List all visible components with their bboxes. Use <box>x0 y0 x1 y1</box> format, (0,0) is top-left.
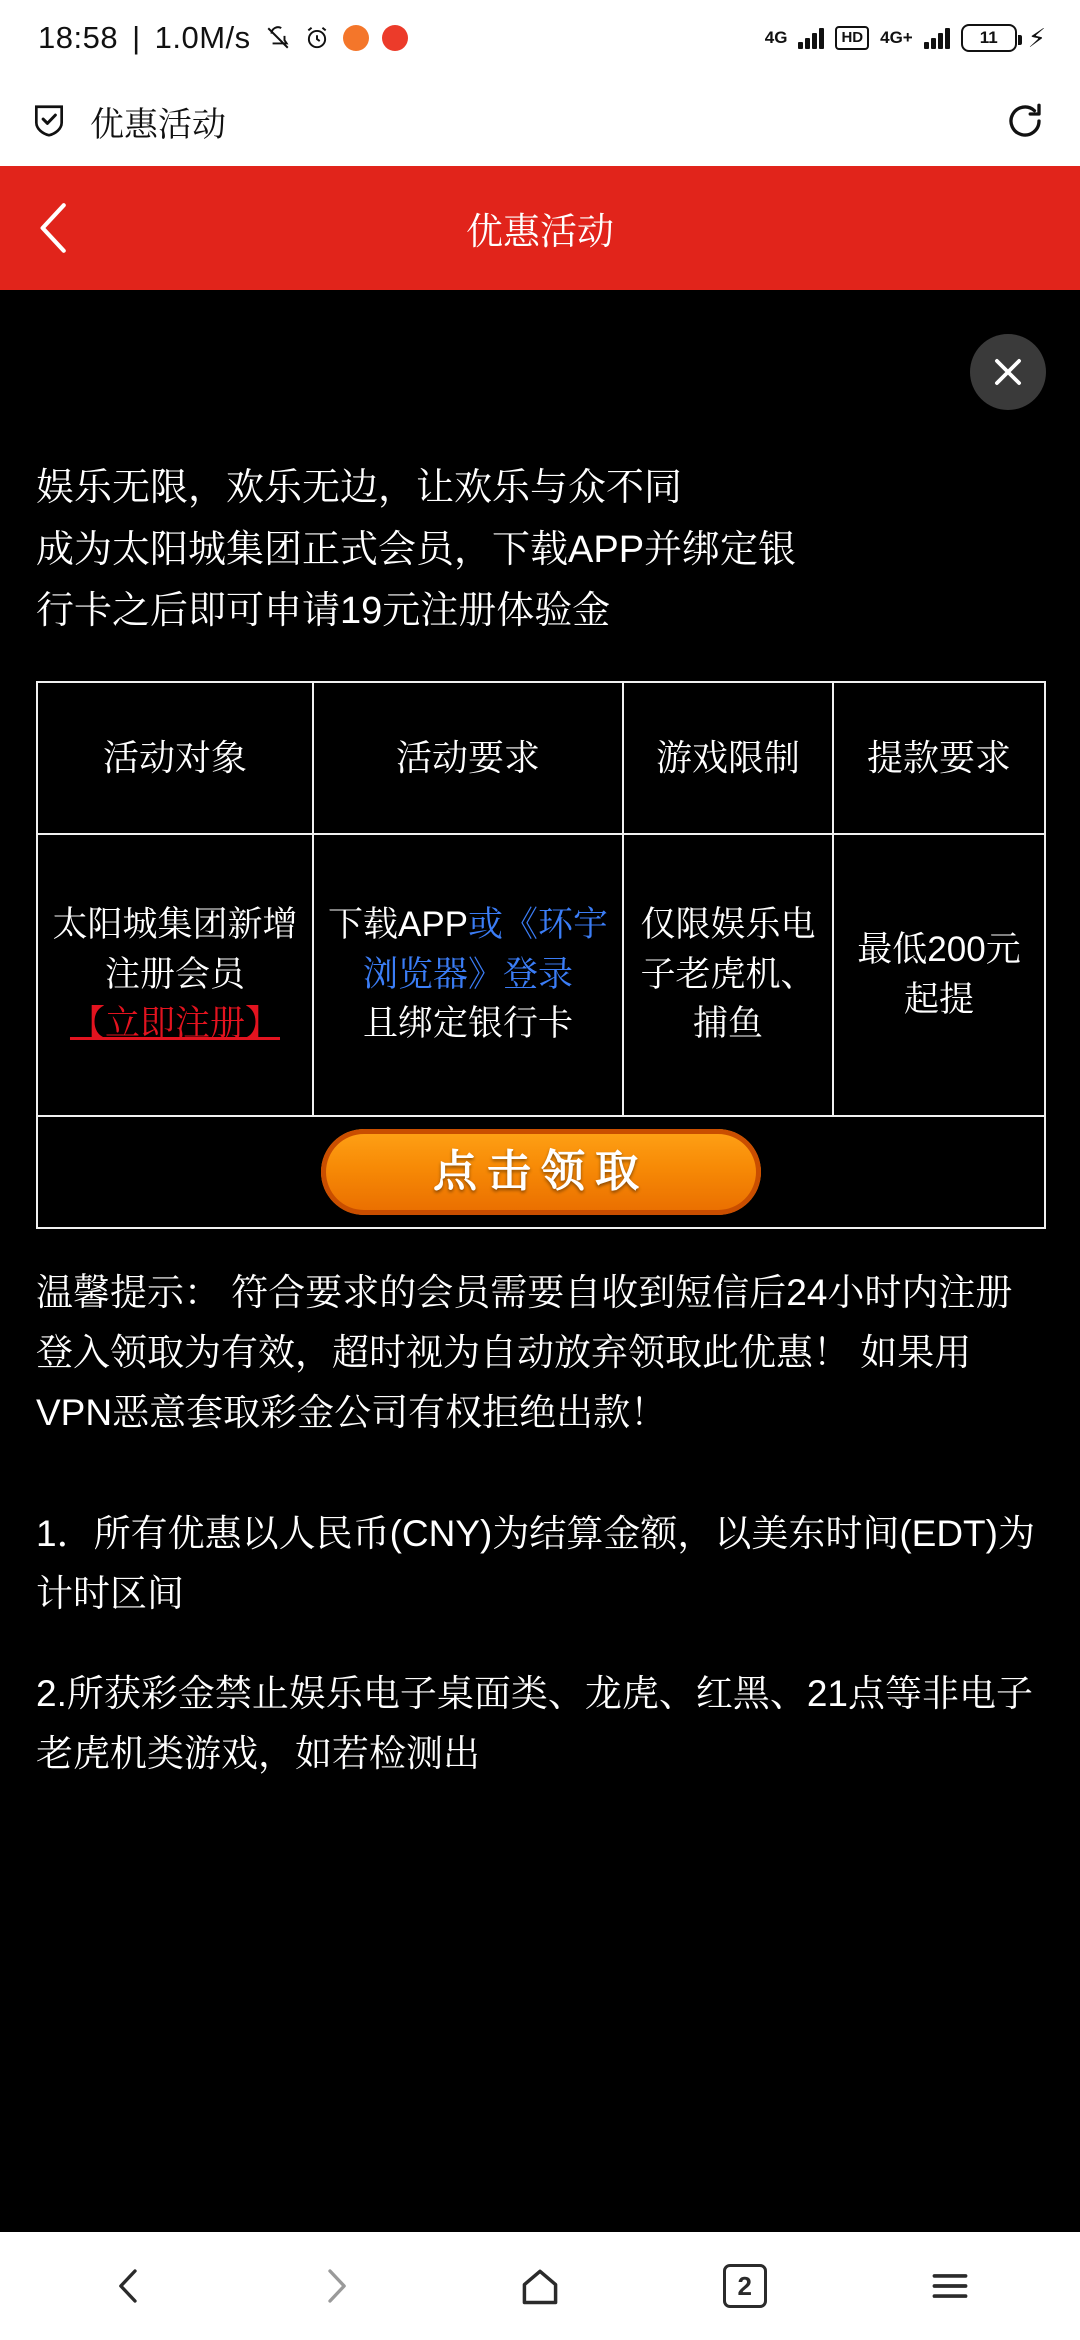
alarm-icon <box>304 25 330 51</box>
claim-button[interactable]: 点击领取 <box>321 1129 761 1215</box>
promo-lead-line-2: 成为太阳城集团正式会员，下载APP并绑定银 <box>36 528 797 571</box>
close-button[interactable] <box>970 334 1046 410</box>
promo-table <box>36 681 1046 1229</box>
signal-bars-2-icon <box>924 27 950 49</box>
promo-lead-text <box>36 458 1044 643</box>
promo-header-bar <box>0 166 1080 290</box>
table-cta-row <box>37 1116 1045 1228</box>
chevron-left-icon[interactable] <box>34 202 74 254</box>
home-icon <box>518 2264 562 2308</box>
table-row <box>37 834 1045 1116</box>
nav-forward-icon <box>315 2266 355 2306</box>
bell-off-icon <box>265 25 291 51</box>
status-bar-right <box>765 24 1046 52</box>
table-header-target: 活动对象 <box>37 682 313 834</box>
app-red-icon <box>382 25 408 51</box>
content-bottom-clip <box>0 2222 1080 2232</box>
promo-header-title: 优惠活动 <box>466 211 614 252</box>
cell-requirement <box>313 834 623 1116</box>
cell-game-limit: 仅限娱乐电子老虎机、捕鱼 <box>623 834 833 1116</box>
browser-bottom-nav <box>0 2232 1080 2340</box>
promo-note: 温馨提示： 符合要求的会员需要自收到短信后24小时内注册登入领取为有效，超时视为自动放弃领取此优惠！ 如果用VPN恶意套取彩金公司有权拒绝出款！ <box>36 1271 1013 1433</box>
page-title: 优惠活动 <box>90 105 226 144</box>
shield-check-icon[interactable] <box>30 101 68 141</box>
hd-badge: HD <box>835 26 869 50</box>
status-net-speed: 1.0M/s <box>154 20 251 55</box>
browser-app-bar <box>0 76 1080 166</box>
app-bar-left <box>30 97 226 146</box>
promo-body <box>0 458 1080 1784</box>
nav-forward-button[interactable] <box>309 2260 361 2312</box>
cell-target <box>37 834 313 1116</box>
table-header-game-limit: 游戏限制 <box>623 682 833 834</box>
promo-content <box>0 290 1080 2232</box>
status-bar-left <box>38 20 408 56</box>
app-orange-icon <box>343 25 369 51</box>
battery-indicator <box>961 24 1017 52</box>
browser-login-link[interactable]: 或《环宇浏览器》登录 <box>362 905 609 994</box>
close-icon <box>989 353 1027 391</box>
table-header-row <box>37 682 1045 834</box>
bolt-icon: ⚡ <box>1027 23 1046 53</box>
table-header-withdraw: 提款要求 <box>833 682 1045 834</box>
cell-cta <box>37 1116 1045 1228</box>
status-bar <box>0 0 1080 76</box>
reload-icon[interactable] <box>1004 100 1046 142</box>
promo-lead-line-1: 娱乐无限，欢乐无边，让欢乐与众不同 <box>36 467 683 509</box>
promo-lead-line-3: 行卡之后即可申请19元注册体验金 <box>36 590 611 633</box>
cell-target-text: 太阳城集团新增注册会员 <box>52 905 298 994</box>
menu-icon <box>928 2264 972 2308</box>
table-header-requirement: 活动要求 <box>313 682 623 834</box>
nav-tabs-button[interactable] <box>719 2260 771 2312</box>
status-notification-icons <box>265 25 408 51</box>
nav-back-icon <box>110 2266 150 2306</box>
promo-rules <box>36 1504 1044 1784</box>
nav-back-button[interactable] <box>104 2260 156 2312</box>
battery-level: 11 <box>979 28 998 47</box>
register-now-link[interactable]: 【立即注册】 <box>69 1004 280 1044</box>
status-separator: | <box>132 20 141 55</box>
nav-home-button[interactable] <box>514 2260 566 2312</box>
signal-bars-1-icon <box>798 27 824 49</box>
nav-menu-button[interactable] <box>924 2260 976 2312</box>
status-time: 18:58 <box>38 20 119 55</box>
cell-requirement-suffix: 且绑定银行卡 <box>362 1004 573 1044</box>
tabs-count-badge: 2 <box>723 2264 767 2308</box>
network-4g-label: 4G <box>764 28 788 47</box>
cell-requirement-prefix: 下载APP <box>327 905 469 945</box>
cell-withdraw: 最低200元起提 <box>833 834 1045 1116</box>
network-4g-plus-label: 4G+ <box>880 28 913 47</box>
promo-rule-2: 2.所获彩金禁止娱乐电子桌面类、龙虎、红黑、21点等非电子老虎机类游戏，如若检测出 <box>36 1673 1034 1775</box>
promo-rule-1: 1．所有优惠以人民币(CNY)为结算金额，以美东时间(EDT)为计时区间 <box>36 1513 1035 1615</box>
